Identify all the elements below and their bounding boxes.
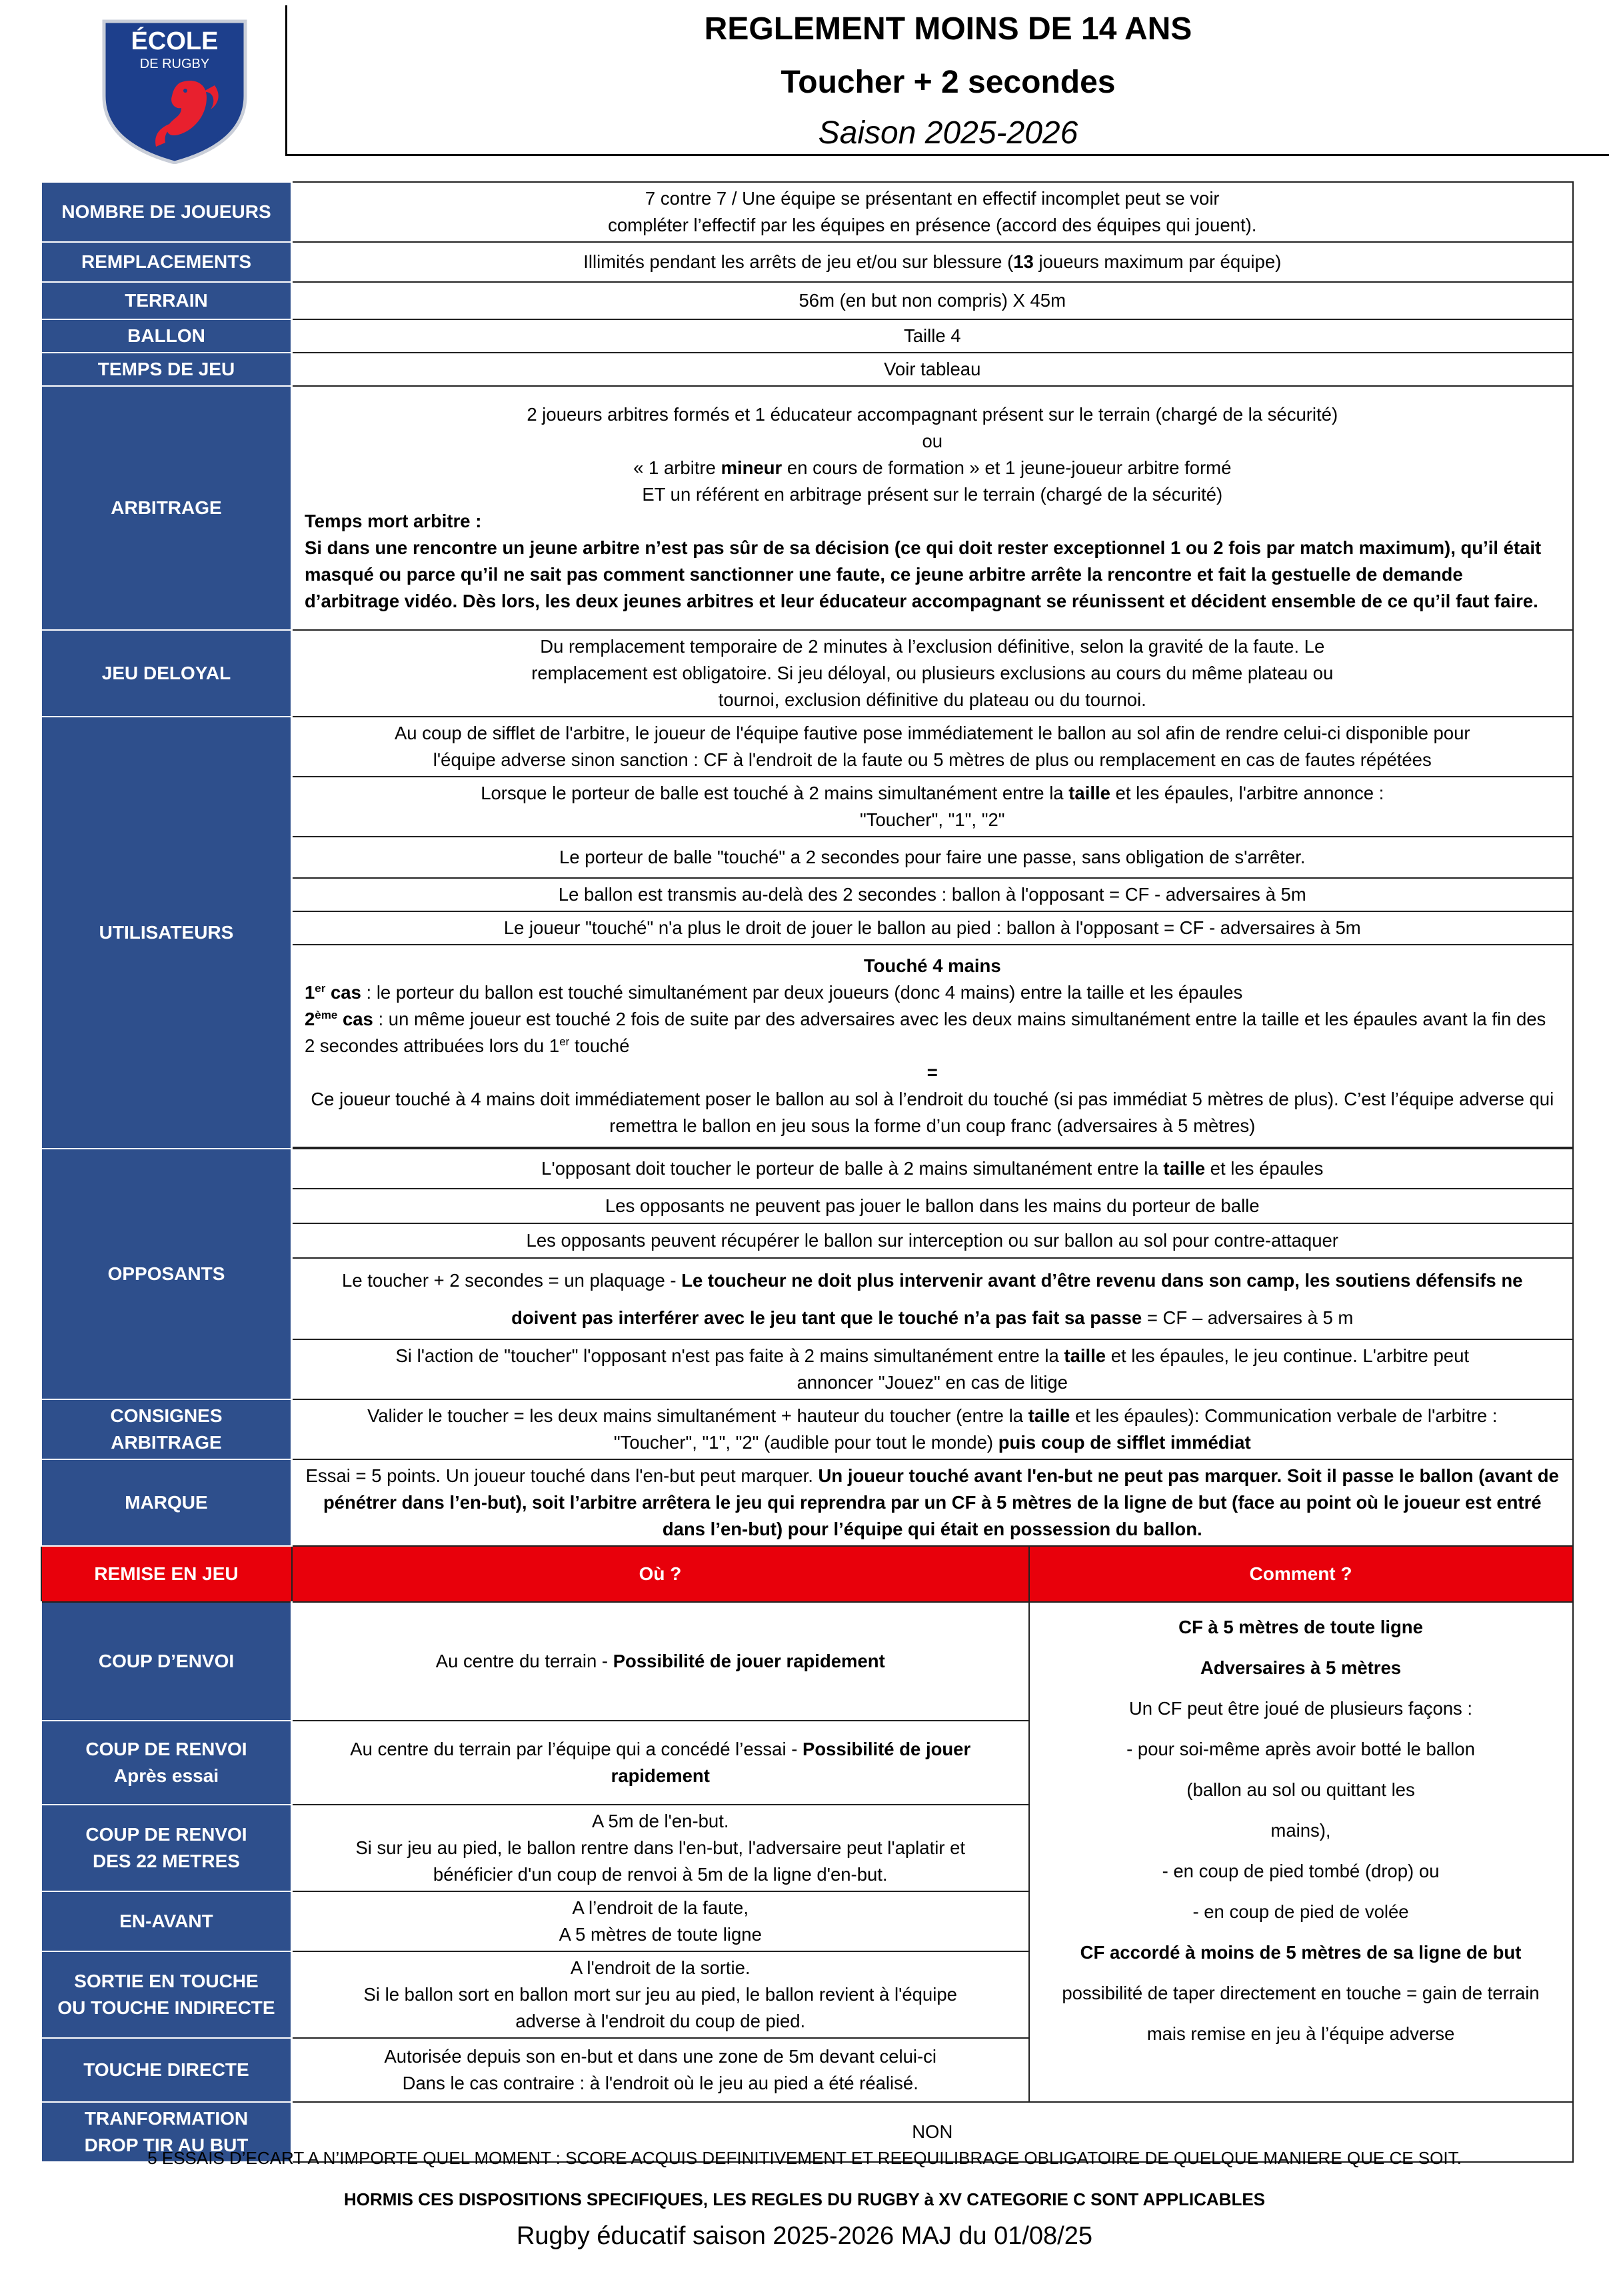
row-content: 7 contre 7 / Une équipe se présentant en effectif incomplet peut se voir compléter l’effectif par les équipes en présence (accord des équipes qui jouent).: [292, 182, 1573, 242]
table-row: [41, 242, 1573, 282]
row-label: SORTIE EN TOUCHE OU TOUCHE INDIRECTE: [41, 1951, 292, 2038]
timeout-text: Si dans une rencontre un jeune arbitre n’est pas sûr de sa décision (ce qui doit rester exceptionnel 1 ou 2 fois par match maximum), qu’il était masqué ou parce qu’il ne sait pas comment sanctionner une faute, ce jeune arbitre arrête la rencontre et fait la gestuelle de demande d’arbitrage vidéo. Dès lors, les deux jeunes arbitres et leur éducateur accompagnant se réunissent et décident ensemble de ce qu’il faut faire.: [305, 537, 1542, 611]
row-label: BALLON: [41, 319, 292, 353]
row-label: OPPOSANTS: [41, 1149, 292, 1399]
row-label: TEMPS DE JEU: [41, 353, 292, 386]
row-content: Du remplacement temporaire de 2 minutes à l’exclusion définitive, selon la gravité de la faute. Le remplacement est obligatoire. Si jeu déloyal, ou plusieurs exclusions au cours du même plateau ou tournoi, exclusion définitive du plateau ou du tournoi.: [292, 630, 1573, 717]
table-row: [41, 1459, 1573, 1546]
row-content: NON: [292, 2102, 1573, 2162]
row-content: Au centre du terrain par l’équipe qui a concédé l’essai - Possibilité de jouer rapidement: [292, 1721, 1029, 1805]
table-row: [41, 717, 1573, 777]
row-label: TERRAIN: [41, 282, 292, 319]
logo-text-ecole: ÉCOLE: [131, 27, 219, 55]
row-content: Les opposants ne peuvent pas jouer le ballon dans les mains du porteur de balle: [292, 1189, 1573, 1223]
row-content: Le porteur de balle "touché" a 2 secondes pour faire une passe, sans obligation de s'arrêter.: [292, 837, 1573, 878]
row-content: Le ballon est transmis au-delà des 2 secondes : ballon à l'opposant = CF - adversaires à 5m: [292, 878, 1573, 911]
row-content: Taille 4: [292, 319, 1573, 353]
row-content: 2 joueurs arbitres formés et 1 éducateur accompagnant présent sur le terrain (chargé de la sécurité) ou « 1 arbitre mineur en cours de formation » et 1 jeune-joueur arbitre formé ET un référent en arbitrage présent sur le terrain (chargé de la sécurité) Temps mort arbitre : Si dans une rencontre un jeune arbitre n’est pas sûr de sa décision (ce qui doit rester exceptionnel 1 ou 2 fois par match maximum), qu’il était masqué ou parce qu’il ne sait pas comment sanctionner une faute, ce jeune arbitre arrête la rencontre et fait la gestuelle de demande d’arbitrage vidéo. Dès lors, les deux jeunes arbitres et leur éducateur accompagnant se réunissent et décident ensemble de ce qu’il faut faire.: [292, 386, 1573, 630]
rules-table: [40, 181, 1574, 2163]
row-label: JEU DELOYAL: [41, 630, 292, 717]
table-row: [41, 282, 1573, 319]
footer-update: Rugby éducatif saison 2025-2026 MAJ du 01/08/25: [516, 2222, 1093, 2250]
row-content: Les opposants peuvent récupérer le ballon sur interception ou sur ballon au sol pour contre-attaquer: [292, 1223, 1573, 1258]
row-label: MARQUE: [41, 1459, 292, 1546]
row-content: L'opposant doit toucher le porteur de balle à 2 mains simultanément entre la taille et les épaules: [292, 1149, 1573, 1189]
row-label: COUP DE RENVOI Après essai: [41, 1721, 292, 1805]
row-label: ARBITRAGE: [41, 386, 292, 630]
row-label: TOUCHE DIRECTE: [41, 2038, 292, 2102]
row-content: 56m (en but non compris) X 45m: [292, 282, 1573, 319]
row-label: REMPLACEMENTS: [41, 242, 292, 282]
table-row: [41, 319, 1573, 353]
row-label: EN-AVANT: [41, 1891, 292, 1951]
row-label: TRANFORMATION DROP TIR AU BUT: [41, 2102, 292, 2162]
row-content: Au centre du terrain - Possibilité de jouer rapidement: [292, 1602, 1029, 1721]
row-content: Illimités pendant les arrêts de jeu et/ou sur blessure (13 joueurs maximum par équipe): [292, 242, 1573, 282]
comment-cell: CF à 5 mètres de toute ligne Adversaires à 5 mètres Un CF peut être joué de plusieurs façons : - pour soi-même après avoir botté le ballon (ballon au sol ou quittant les mains), - en coup de pied tombé (drop) ou - en coup de pied de volée CF accordé à moins de 5 mètres de sa ligne de but possibilité de taper directement en touche = gain de terrain mais remise en jeu à l’équipe adverse: [1029, 1602, 1573, 2102]
column-header-comment: Comment ?: [1029, 1546, 1573, 1602]
row-label: CONSIGNES ARBITRAGE: [41, 1399, 292, 1459]
row-label: COUP D’ENVOI: [41, 1602, 292, 1721]
table-row: [41, 630, 1573, 717]
row-content: Touché 4 mains 1er cas : le porteur du ballon est touché simultanément par deux joueurs (donc 4 mains) entre la taille et les épaules 2ème cas : un même joueur est touché 2 fois de suite par des adversaires avec les deux mains simultanément entre la taille et les épaules avant la fin des 2 secondes attribuées lors du 1er touché = Ce joueur touché à 4 mains doit immédiatement poser le ballon au sol à l’endroit du touché (si pas immédiat 5 mètres de plus). C’est l’équipe adverse qui remettra le ballon en jeu sous la forme d’un coup franc (adversaires à 5 mètres): [292, 945, 1573, 1147]
title-block: [285, 5, 1609, 156]
column-header-ou: Où ?: [292, 1546, 1029, 1602]
row-content: Au coup de sifflet de l'arbitre, le joueur de l'équipe fautive pose immédiatement le ballon au sol afin de rendre celui-ci disponible pour l'équipe adverse sinon sanction : CF à l'endroit de la faute ou 5 mètres de plus ou remplacement en cas de fautes répétées: [292, 717, 1573, 777]
document-title: REGLEMENT MOINS DE 14 ANS: [704, 11, 1192, 47]
document-subtitle: Toucher + 2 secondes: [781, 65, 1116, 100]
row-content: Lorsque le porteur de balle est touché à 2 mains simultanément entre la taille et les épaules, l'arbitre annonce : "Toucher", "1", "2": [292, 777, 1573, 837]
ecole-de-rugby-logo: [100, 16, 249, 164]
table-row: [41, 386, 1573, 630]
footer-rule-note: 5 ESSAIS D’ECART A N’IMPORTE QUEL MOMENT : SCORE ACQUIS DEFINITIVEMENT ET REEQUILIBRAGE OBLIGATOIRE DE QUELQUE MANIERE QUE CE SOIT.: [147, 2148, 1462, 2168]
table-row: [41, 1149, 1573, 1189]
row-label: UTILISATEURS: [41, 717, 292, 1149]
row-content: Le toucher + 2 secondes = un plaquage - Le toucheur ne doit plus intervenir avant d’être revenu dans son camp, les soutiens défensifs ne doivent pas interférer avec le jeu tant que le touché n’a pas fait sa passe = CF – adversaires à 5 m: [292, 1258, 1573, 1339]
remise-header-label: REMISE EN JEU: [41, 1546, 292, 1602]
table-row: [41, 1602, 1573, 1721]
row-content: A l'endroit de la sortie. Si le ballon sort en ballon mort sur jeu au pied, le ballon revient à l'équipe adverse à l'endroit du coup de pied.: [292, 1951, 1029, 2038]
table-row: [41, 353, 1573, 386]
row-content: Voir tableau: [292, 353, 1573, 386]
row-content: A 5m de l'en-but. Si sur jeu au pied, le ballon rentre dans l'en-but, l'adversaire peut l'aplatir et bénéficier d'un coup de renvoi à 5m de la ligne d'en-but.: [292, 1805, 1029, 1891]
row-label: COUP DE RENVOI DES 22 METRES: [41, 1805, 292, 1891]
document-season: Saison 2025-2026: [818, 115, 1078, 151]
row-label: NOMBRE DE JOUEURS: [41, 182, 292, 242]
row-content: Valider le toucher = les deux mains simultanément + hauteur du toucher (entre la taille et les épaules): Communication verbale de l'arbitre : "Toucher", "1", "2" (audible pour tout le monde) puis coup de sifflet immédiat: [292, 1399, 1573, 1459]
row-content: Essai = 5 points. Un joueur touché dans l'en-but peut marquer. Un joueur touché avant l'en-but ne peut pas marquer. Soit il passe le ballon (avant de pénétrer dans l’en-but), soit l’arbitre arrêtera le jeu qui reprendra par un CF à 5 mètres de la ligne de but (face au point où le joueur est entré dans l’en-but) pour l’équipe qui était en possession du ballon.: [292, 1459, 1573, 1546]
table-row: [41, 1546, 1573, 1602]
timeout-title: Temps mort arbitre :: [305, 511, 482, 531]
footer-applicable-rules: HORMIS CES DISPOSITIONS SPECIFIQUES, LES REGLES DU RUGBY à XV CATEGORIE C SONT APPLICABLES: [343, 2189, 1266, 2209]
row-content: Si l'action de "toucher" l'opposant n'est pas faite à 2 mains simultanément entre la taille et les épaules, le jeu continue. L'arbitre peut annoncer "Jouez" en cas de litige: [292, 1339, 1573, 1399]
table-row: [41, 1399, 1573, 1459]
row-content: Autorisée depuis son en-but et dans une zone de 5m devant celui-ci Dans le cas contraire : à l'endroit où le jeu au pied a été réalisé.: [292, 2038, 1029, 2102]
row-content: A l’endroit de la faute, A 5 mètres de toute ligne: [292, 1891, 1029, 1951]
row-content: Le joueur "touché" n'a plus le droit de jouer le ballon au pied : ballon à l'opposant = CF - adversaires à 5m: [292, 911, 1573, 945]
table-row: [41, 182, 1573, 242]
logo-text-rugby: DE RUGBY: [139, 57, 210, 71]
